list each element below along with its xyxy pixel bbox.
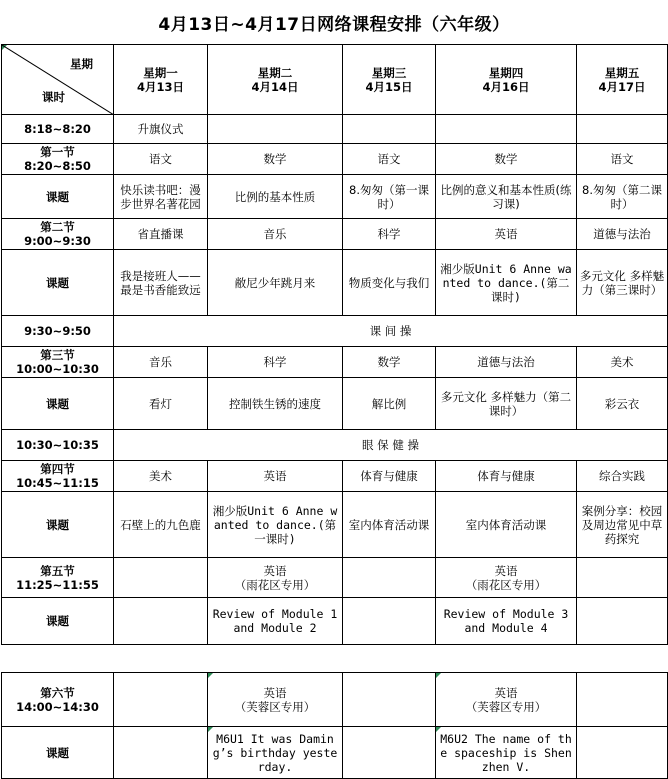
p1-time: 第一节 8:20~8:50: [2, 144, 114, 175]
p4-time: 第四节 10:45~11:15: [2, 461, 114, 492]
p4-topic-row: [2, 492, 668, 558]
p6-subject-tue: 英语 （芙蓉区专用）: [208, 673, 343, 727]
header-day-thu: 星期四 4月16日: [436, 45, 577, 115]
p4-subject-thu: 体育与健康: [436, 461, 577, 492]
p5-topic-thu: Review of Module 3 and Module 4: [436, 598, 577, 645]
header-day-tue: 星期二 4月14日: [208, 45, 343, 115]
blank-spacer-row: [2, 645, 668, 673]
p2-topic-fri: 多元文化 多样魅力（第三课时）: [577, 250, 668, 316]
p4-subject-fri: 综合实践: [577, 461, 668, 492]
p4-subject-row: [2, 461, 668, 492]
p3-topic-tue: 控制铁生锈的速度: [208, 378, 343, 430]
p2-topic-label: 课题: [2, 250, 114, 316]
page-title: 4月13日~4月17日网络课程安排（六年级）: [158, 14, 510, 35]
p3-subject-thu: 道德与法治: [436, 347, 577, 378]
p3-time: 第三节 10:00~10:30: [2, 347, 114, 378]
flag-mon: 升旗仪式: [114, 115, 208, 144]
flag-row: [2, 115, 668, 144]
p4-subject-wed: 体育与健康: [343, 461, 436, 492]
schedule-table: [1, 44, 668, 779]
header-row: [2, 45, 668, 115]
p4-topic-tue: 湘少版Unit 6 Anne wanted to dance.(第一课时): [208, 492, 343, 558]
p5-subject-thu: 英语 （雨花区专用）: [436, 558, 577, 598]
p4-topic-fri: 案例分享：校园及周边常见中草药探究: [577, 492, 668, 558]
exercise-time: 9:30~9:50: [2, 316, 114, 347]
p3-subject-fri: 美术: [577, 347, 668, 378]
p1-subject-wed: 语文: [343, 144, 436, 175]
p2-topic-row: [2, 250, 668, 316]
p1-subject-thu: 数学: [436, 144, 577, 175]
p2-subject-mon: 省直播课: [114, 219, 208, 250]
flag-time: 8:18~8:20: [2, 115, 114, 144]
p1-topic-row: [2, 175, 668, 219]
p4-topic-wed: 室内体育活动课: [343, 492, 436, 558]
p5-topic-row: [2, 598, 668, 645]
p4-subject-tue: 英语: [208, 461, 343, 492]
p1-subject-fri: 语文: [577, 144, 668, 175]
p2-subject-tue: 音乐: [208, 219, 343, 250]
p3-topic-mon: 看灯: [114, 378, 208, 430]
p1-subject-mon: 语文: [114, 144, 208, 175]
p2-subject-row: [2, 219, 668, 250]
p2-subject-thu: 英语: [436, 219, 577, 250]
p2-topic-mon: 我是接班人——最是书香能致远: [114, 250, 208, 316]
p5-topic-label: 课题: [2, 598, 114, 645]
p1-topic-wed: 8.匆匆（第一课时）: [343, 175, 436, 219]
header-day-mon: 星期一 4月13日: [114, 45, 208, 115]
p2-topic-wed: 物质变化与我们: [343, 250, 436, 316]
eye-label: 眼 保 健 操: [114, 430, 668, 461]
header-day-fri: 星期五 4月17日: [577, 45, 668, 115]
p5-subject-row: [2, 558, 668, 598]
exercise-label: 课 间 操: [114, 316, 668, 347]
corner-header-cell: [2, 45, 114, 115]
p3-subject-tue: 科学: [208, 347, 343, 378]
p3-topic-row: [2, 378, 668, 430]
eye-time: 10:30~10:35: [2, 430, 114, 461]
p5-time: 第五节 11:25~11:55: [2, 558, 114, 598]
p2-subject-wed: 科学: [343, 219, 436, 250]
p3-subject-wed: 数学: [343, 347, 436, 378]
exercise-row: [2, 316, 668, 347]
p2-topic-tue: 敝尼少年跳月来: [208, 250, 343, 316]
p4-subject-mon: 美术: [114, 461, 208, 492]
p3-topic-thu: 多元文化 多样魅力（第二课时）: [436, 378, 577, 430]
corner-period-label: 课时: [42, 90, 65, 104]
p3-topic-label: 课题: [2, 378, 114, 430]
p6-subject-row: [2, 673, 668, 727]
eye-row: [2, 430, 668, 461]
p4-topic-thu: 室内体育活动课: [436, 492, 577, 558]
p6-topic-row: [2, 727, 668, 779]
p6-topic-thu: M6U2 The name of the spaceship is Shenzhen V.: [436, 727, 577, 779]
p2-topic-thu: 湘少版Unit 6 Anne wanted to dance.(第二课时): [436, 250, 577, 316]
p4-topic-label: 课题: [2, 492, 114, 558]
p1-topic-fri: 8.匆匆（第二课时）: [577, 175, 668, 219]
p3-topic-wed: 解比例: [343, 378, 436, 430]
p4-topic-mon: 石壁上的九色鹿: [114, 492, 208, 558]
p5-topic-tue: Review of Module 1 and Module 2: [208, 598, 343, 645]
p3-subject-mon: 音乐: [114, 347, 208, 378]
p1-topic-tue: 比例的基本性质: [208, 175, 343, 219]
p1-subject-tue: 数学: [208, 144, 343, 175]
p6-topic-tue: M6U1 It was Daming’s birthday yesterday.: [208, 727, 343, 779]
p6-topic-label: 课题: [2, 727, 114, 779]
p6-time: 第六节 14:00~14:30: [2, 673, 114, 727]
p3-topic-fri: 彩云衣: [577, 378, 668, 430]
diagonal-line: [2, 45, 114, 115]
p5-subject-tue: 英语 （雨花区专用）: [208, 558, 343, 598]
p3-subject-row: [2, 347, 668, 378]
corner-weekday-label: 星期: [70, 57, 93, 71]
p1-topic-mon: 快乐读书吧：漫步世界名著花园: [114, 175, 208, 219]
p1-topic-thu: 比例的意义和基本性质(练习课): [436, 175, 577, 219]
header-day-wed: 星期三 4月15日: [343, 45, 436, 115]
p2-subject-fri: 道德与法治: [577, 219, 668, 250]
p6-subject-thu: 英语 （芙蓉区专用）: [436, 673, 577, 727]
p1-topic-label: 课题: [2, 175, 114, 219]
p2-time: 第二节 9:00~9:30: [2, 219, 114, 250]
p1-subject-row: [2, 144, 668, 175]
